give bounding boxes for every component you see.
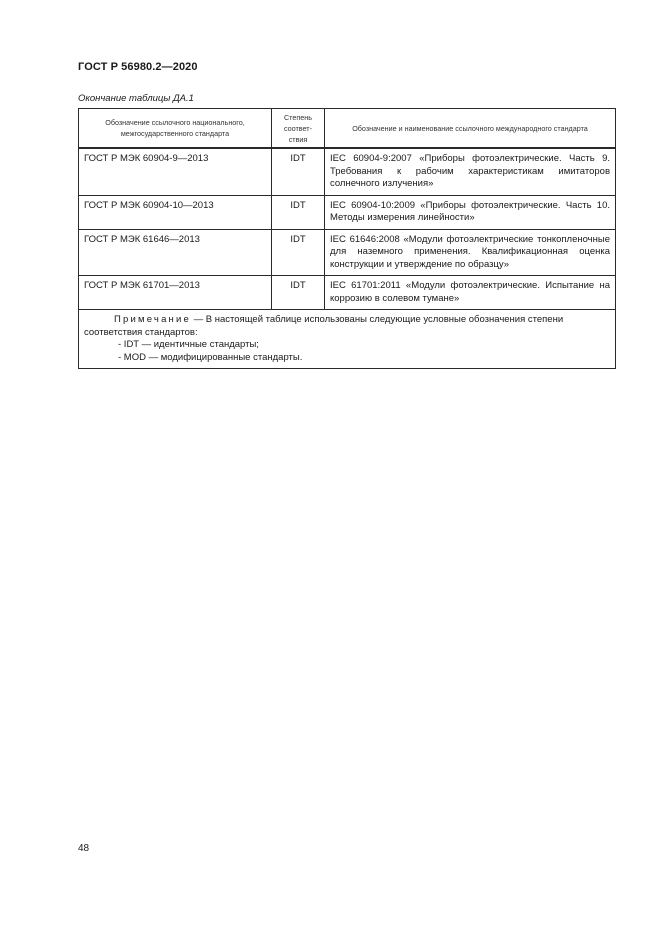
table-row — [79, 148, 616, 195]
national-standard-cell: ГОСТ Р МЭК 60904-9—2013 — [79, 148, 272, 195]
international-standard-cell: IEC 61701:2011 «Модули фотоэлектрические. Испытание на коррозию в солевом тумане» — [325, 276, 616, 310]
degree-cell: IDT — [272, 276, 325, 310]
column-header-international: Обозначение и наименование ссылочного международного стандарта — [325, 109, 616, 149]
degree-cell: IDT — [272, 148, 325, 195]
note-item-mod: - MOD — модифицированные стандарты. — [118, 351, 303, 363]
column-header-national: Обозначение ссылочного национального, межгосударственного стандарта — [79, 109, 272, 149]
table-note-row — [79, 310, 616, 369]
table-caption: Окончание таблицы ДА.1 — [78, 93, 194, 104]
national-standard-cell: ГОСТ Р МЭК 60904-10—2013 — [79, 195, 272, 229]
table-row — [79, 195, 616, 229]
table-header-row — [79, 109, 616, 149]
note-label: Примечание — [114, 314, 191, 325]
international-standard-cell: IEC 60904-9:2007 «Приборы фотоэлектрические. Часть 9. Требования к рабочим характеристикам имитаторов солнечного излучения» — [325, 148, 616, 195]
note-paragraph — [84, 314, 610, 339]
international-standard-cell: IEC 60904-10:2009 «Приборы фотоэлектрические. Часть 10. Методы измерения линейности» — [325, 195, 616, 229]
reference-standards-table — [78, 108, 616, 369]
page-number: 48 — [78, 843, 90, 854]
note-text: — В настоящей таблице использованы следующие условные обозначения степени соответствия стандартов: — [84, 314, 564, 338]
national-standard-cell: ГОСТ Р МЭК 61701—2013 — [79, 276, 272, 310]
national-standard-cell: ГОСТ Р МЭК 61646—2013 — [79, 229, 272, 276]
degree-cell: IDT — [272, 229, 325, 276]
table-row — [79, 229, 616, 276]
table-row — [79, 276, 616, 310]
column-header-degree: Степень соответ-ствия — [272, 109, 325, 149]
international-standard-cell: IEC 61646:2008 «Модули фотоэлектрические тонкопленочные для наземного применения. Квалификационная оценка конструкции и утверждение по образцу» — [325, 229, 616, 276]
table-note — [79, 310, 616, 369]
degree-cell: IDT — [272, 195, 325, 229]
note-item-idt: - IDT — идентичные стандарты; — [118, 339, 259, 350]
document-header: ГОСТ Р 56980.2—2020 — [78, 61, 198, 73]
